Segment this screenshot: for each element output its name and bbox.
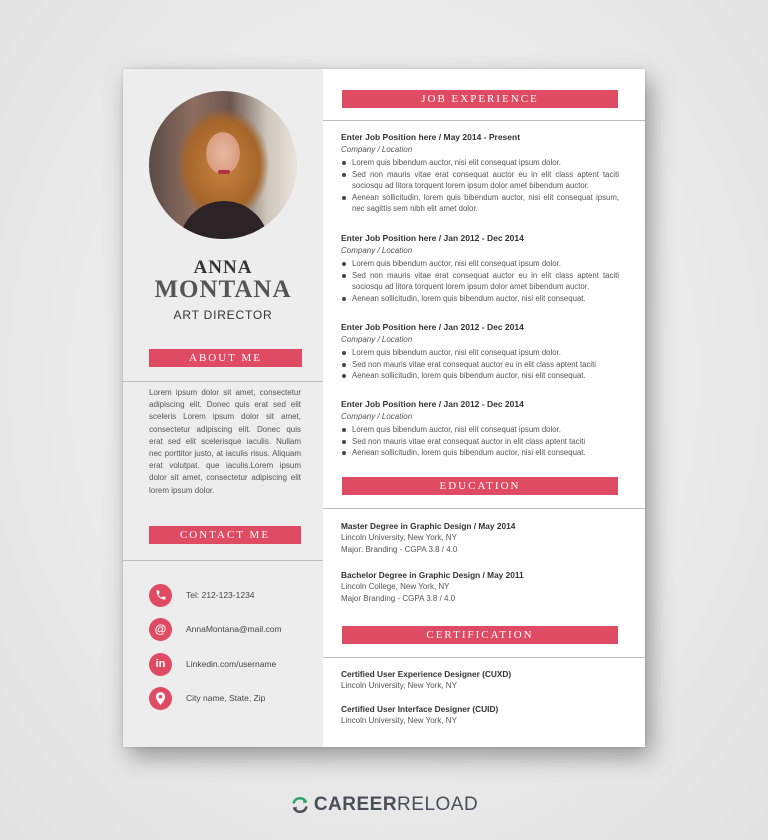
contact-heading: CONTACT ME bbox=[149, 526, 301, 544]
degree-school: Lincoln University, New York, NY bbox=[341, 533, 457, 542]
degree-school: Lincoln College, New York, NY bbox=[341, 582, 450, 591]
job-bullet: Sed non mauris vitae erat consequat auctor eu in elit class aptent taciti sociosqu ad litora torquent lorem ipsum dolor amet bibendum auctor. bbox=[341, 169, 619, 192]
divider bbox=[123, 560, 323, 561]
email-icon: @ bbox=[149, 618, 172, 641]
job-entry bbox=[341, 321, 619, 382]
phone-icon bbox=[149, 584, 172, 607]
address-text: City name, State, Zip bbox=[186, 693, 266, 703]
job-bullet: Sed non mauris vitae erat consequat auctor eu in elit class aptent taciti bbox=[341, 359, 619, 371]
divider bbox=[323, 508, 645, 509]
contact-phone bbox=[149, 583, 255, 607]
divider bbox=[323, 120, 645, 121]
certification-school: Lincoln University, New York, NY bbox=[341, 716, 457, 725]
job-bullet: Aenean sollicitudin, lorem quis bibendum auctor, nisi elit consequat. bbox=[341, 293, 619, 305]
brand-footer bbox=[0, 794, 768, 816]
job-bullets bbox=[341, 258, 619, 304]
certification-title: Certified User Interface Designer (CUID) bbox=[341, 704, 499, 714]
last-name: MONTANA bbox=[154, 276, 292, 303]
profile-photo bbox=[149, 91, 297, 239]
brand-name-part2: RELOAD bbox=[397, 794, 479, 815]
refresh-logo-icon bbox=[290, 795, 310, 815]
degree-title: Bachelor Degree in Graphic Design / May 2011 bbox=[341, 570, 524, 580]
job-bullet: Aenean sollicitudin, lorem quis bibendum auctor, nisi elit consequat ipsum, nec sagittis sem nibh elit amet dolor. bbox=[341, 192, 619, 215]
job-bullet: Sed non mauris vitae erat consequat auctor in elit class aptent taciti bbox=[341, 436, 619, 448]
divider bbox=[123, 381, 323, 382]
location-pin-icon bbox=[149, 687, 172, 710]
brand-name-part1: CAREER bbox=[313, 794, 398, 815]
job-bullet: Lorem quis bibendum auctor, nisi elit consequat ipsum dolor. bbox=[341, 157, 619, 169]
job-company: Company / Location bbox=[341, 246, 413, 255]
divider bbox=[323, 657, 645, 658]
email-text: AnnaMontana@mail.com bbox=[186, 624, 282, 634]
resume-page bbox=[123, 69, 645, 747]
education-heading: EDUCATION bbox=[342, 477, 618, 495]
certification-heading: CERTIFICATION bbox=[342, 626, 618, 644]
job-experience-heading: JOB EXPERIENCE bbox=[342, 90, 618, 108]
job-title: Enter Job Position here / Jan 2012 - Dec 2014 bbox=[341, 399, 524, 409]
certification-school: Lincoln University, New York, NY bbox=[341, 681, 457, 690]
job-title: Enter Job Position here / Jan 2012 - Dec 2014 bbox=[341, 322, 524, 332]
job-bullet: Lorem quis bibendum auctor, nisi elit consequat ipsum dolor. bbox=[341, 347, 619, 359]
job-entry bbox=[341, 398, 619, 459]
degree-major: Major Branding - CGPA 3.8 / 4.0 bbox=[341, 594, 456, 603]
certification-entry bbox=[341, 668, 621, 692]
degree-major: Major: Branding - CGPA 3.8 / 4.0 bbox=[341, 545, 458, 554]
job-bullet: Lorem quis bibendum auctor, nisi elit consequat ipsum dolor. bbox=[341, 424, 619, 436]
education-entry bbox=[341, 520, 621, 556]
job-role: ART DIRECTOR bbox=[173, 308, 273, 322]
phone-text: Tel: 212-123-1234 bbox=[186, 590, 255, 600]
first-name: ANNA bbox=[193, 257, 253, 278]
job-bullet: Sed non mauris vitae erat consequat auctor eu in elit class aptent taciti sociosqu ad litora torquent lorem ipsum dolor amet bibendum auctor. bbox=[341, 270, 619, 293]
job-entry bbox=[341, 131, 619, 215]
certification-title: Certified User Experience Designer (CUXD) bbox=[341, 669, 512, 679]
sidebar bbox=[123, 69, 323, 747]
job-entry bbox=[341, 232, 619, 304]
degree-title: Master Degree in Graphic Design / May 2014 bbox=[341, 521, 516, 531]
certification-entry bbox=[341, 703, 621, 727]
job-company: Company / Location bbox=[341, 412, 413, 421]
job-bullet: Lorem quis bibendum auctor, nisi elit consequat ipsum dolor. bbox=[341, 258, 619, 270]
linkedin-icon: in bbox=[149, 653, 172, 676]
job-company: Company / Location bbox=[341, 335, 413, 344]
main-column bbox=[323, 69, 645, 747]
contact-linkedin bbox=[149, 652, 276, 676]
about-text: Lorem ipsum dolor sit amet, consectetur adipiscing elit. Donec quis erat sed elit sceleris Lorem ipsum dolor sit amet, consectetur adipiscing elit. Donec quis erat sed elit scelerisque iaculis. Nullam nec porttitor justo, at iaculis risus. Aliquam erat volutpat. que iaculis.Lorem ipsum dolor sit amet, consectetur adipiscing elit lorem ipsum dolor. bbox=[149, 388, 301, 495]
job-bullets bbox=[341, 347, 619, 382]
job-title: Enter Job Position here / Jan 2012 - Dec 2014 bbox=[341, 233, 524, 243]
linkedin-text: Linkedin.com/username bbox=[186, 659, 277, 669]
job-bullets bbox=[341, 424, 619, 459]
contact-email bbox=[149, 617, 282, 641]
contact-address bbox=[149, 686, 265, 710]
job-bullets bbox=[341, 157, 619, 215]
job-company: Company / Location bbox=[341, 145, 413, 154]
job-title: Enter Job Position here / May 2014 - Present bbox=[341, 132, 521, 142]
job-bullet: Aenean sollicitudin, lorem quis bibendum auctor, nisi elit consequat. bbox=[341, 447, 619, 459]
job-bullet: Aenean sollicitudin, lorem quis bibendum auctor, nisi elit consequat. bbox=[341, 370, 619, 382]
education-entry bbox=[341, 569, 621, 605]
about-heading: ABOUT ME bbox=[149, 349, 302, 367]
